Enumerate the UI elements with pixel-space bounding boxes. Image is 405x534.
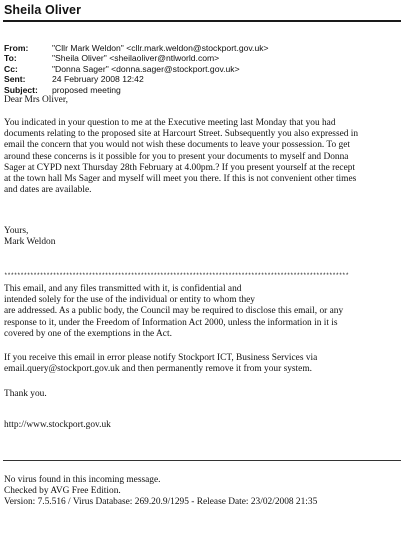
paragraph-line: documents relating to the proposed site at Harcourt Street. Subsequently you also expressed in	[4, 129, 359, 140]
subject-label: Subject:	[4, 84, 38, 95]
from-value: "Cllr Mark Weldon" <cllr.mark.weldon@stockport.gov.uk>	[52, 43, 269, 53]
paragraph-line: Sager at CYPD next Thursday 28th February at 4.00pm.? If you present yourself at the recept	[4, 162, 356, 173]
disclaimer-line: covered by one of the exemptions in the Act.	[4, 328, 172, 339]
virus-line: Version: 7.5.516 / Virus Database: 269.20.9/1295 - Release Date: 23/02/2008 21:35	[4, 497, 318, 508]
virus-line: Checked by AVG Free Edition.	[4, 486, 121, 497]
header-from	[4, 43, 269, 53]
virus-line: No virus found in this incoming message.	[4, 475, 161, 485]
closing: Yours,	[4, 226, 29, 236]
header-cc	[4, 64, 269, 74]
header-subject	[4, 85, 269, 95]
sign-off	[4, 226, 404, 248]
paragraph-line: and dates are available.	[4, 185, 92, 196]
message-paragraph	[4, 118, 404, 196]
email-header	[4, 43, 269, 95]
virus-notice	[4, 475, 404, 509]
header-to	[4, 53, 269, 63]
notify-line: email.query@stockport.gov.uk and then permanently remove it from your system.	[4, 364, 312, 375]
paragraph-line: email the concern that you would not wish these documents to leave your possession. To get	[4, 140, 350, 151]
subject-value: proposed meeting	[52, 84, 121, 95]
notify-line: If you receive this email in error please notify Stockport ICT, Business Services via	[4, 353, 318, 363]
page-title: Sheila Oliver	[4, 3, 82, 17]
disclaimer-line: intended solely for the use of the individual or entity to whom they	[4, 295, 255, 306]
salutation: Dear Mrs Oliver,	[4, 95, 68, 105]
paragraph-line: You indicated in your question to me at the Executive meeting last Monday that you had	[4, 118, 336, 128]
cc-value: "Donna Sager" <donna.sager@stockport.gov.uk>	[52, 63, 240, 74]
disclaimer-line: response to it, under the Freedom of Information Act 2000, unless the information in it is	[4, 317, 338, 328]
sent-value: 24 February 2008 12:42	[52, 74, 144, 85]
paragraph-line: at the town hall Ms Sager and myself will meet you there. If this is not convenient other times	[4, 174, 357, 185]
cc-label: Cc:	[4, 63, 18, 74]
disclaimer-paragraph	[4, 284, 404, 340]
header-sent	[4, 74, 269, 84]
sent-label: Sent:	[4, 74, 26, 85]
paragraph-line: around these concerns is it possible for you to present your documents to myself and Donna	[4, 151, 349, 162]
disclaimer-line: are addressed. As a public body, the Council may be required to disclose this email, or any	[4, 306, 344, 317]
notify-paragraph	[4, 353, 404, 375]
website-link[interactable]: http://www.stockport.gov.uk	[4, 420, 111, 430]
signature: Mark Weldon	[4, 237, 56, 248]
separator-line: **********************************************************************************************************	[4, 272, 349, 279]
footer-divider	[3, 460, 401, 461]
from-label: From:	[4, 43, 29, 53]
to-label: To:	[4, 53, 17, 64]
disclaimer-line: This email, and any files transmitted with it, is confidential and	[4, 284, 242, 294]
thank-you: Thank you.	[4, 389, 47, 399]
title-divider	[3, 20, 401, 22]
to-value: "Sheila Oliver" <sheilaoliver@ntlworld.com>	[52, 53, 220, 64]
